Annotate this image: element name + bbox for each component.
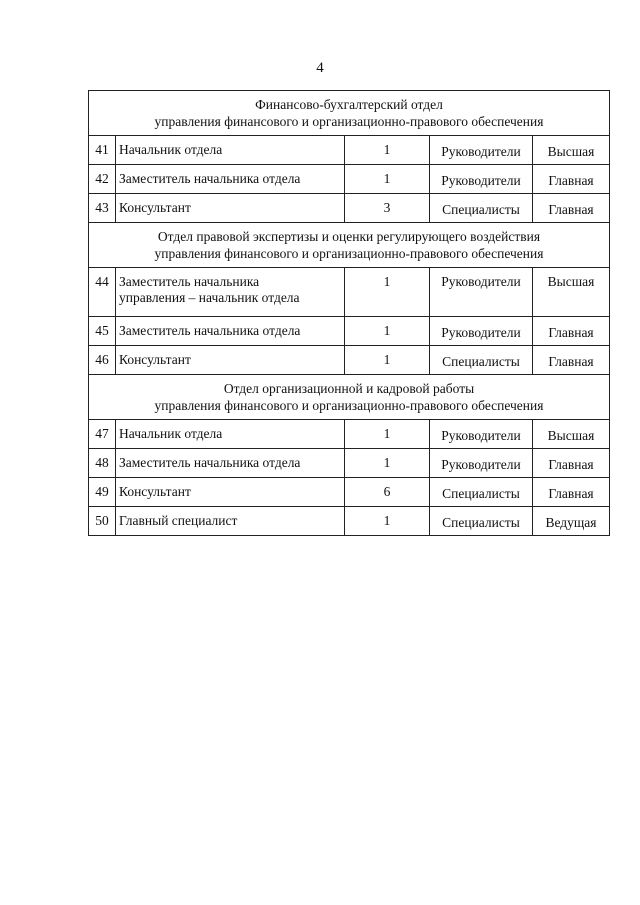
row-number: 41 bbox=[89, 136, 116, 165]
position-group: Главная bbox=[533, 449, 610, 478]
staff-count: 1 bbox=[345, 420, 430, 449]
staff-count: 1 bbox=[345, 268, 430, 317]
position-category: Руководители bbox=[430, 449, 533, 478]
department-header bbox=[89, 375, 610, 420]
row-number: 45 bbox=[89, 317, 116, 346]
department-header bbox=[89, 223, 610, 268]
position-group: Главная bbox=[533, 165, 610, 194]
position-group: Главная bbox=[533, 317, 610, 346]
position-title: Главный специалист bbox=[116, 507, 345, 536]
department-header bbox=[89, 91, 610, 136]
position-title: Начальник отдела bbox=[116, 420, 345, 449]
table-row bbox=[89, 194, 610, 223]
row-number: 44 bbox=[89, 268, 116, 317]
staff-table bbox=[88, 90, 610, 536]
row-number: 42 bbox=[89, 165, 116, 194]
row-number: 49 bbox=[89, 478, 116, 507]
position-category: Специалисты bbox=[430, 478, 533, 507]
position-group: Высшая bbox=[533, 136, 610, 165]
row-number: 43 bbox=[89, 194, 116, 223]
position-category: Специалисты bbox=[430, 194, 533, 223]
position-group: Высшая bbox=[533, 268, 610, 317]
staff-count: 1 bbox=[345, 165, 430, 194]
table-row bbox=[89, 507, 610, 536]
position-category: Специалисты bbox=[430, 346, 533, 375]
position-category: Руководители bbox=[430, 136, 533, 165]
department-title-line: управления финансового и организационно-правового обеспечения bbox=[154, 398, 544, 413]
position-category: Руководители bbox=[430, 317, 533, 346]
position-category: Специалисты bbox=[430, 507, 533, 536]
position-title: Консультант bbox=[116, 346, 345, 375]
staff-count: 1 bbox=[345, 317, 430, 346]
department-title bbox=[89, 223, 610, 268]
position-group: Высшая bbox=[533, 420, 610, 449]
department-title bbox=[89, 91, 610, 136]
table-row bbox=[89, 136, 610, 165]
position-title: Заместитель начальника отдела bbox=[116, 317, 345, 346]
position-title: Заместитель начальника отдела bbox=[116, 165, 345, 194]
row-number: 48 bbox=[89, 449, 116, 478]
table-row bbox=[89, 165, 610, 194]
row-number: 50 bbox=[89, 507, 116, 536]
position-group: Главная bbox=[533, 194, 610, 223]
row-number: 47 bbox=[89, 420, 116, 449]
department-title-line: Финансово-бухгалтерский отдел bbox=[255, 97, 443, 112]
position-title bbox=[116, 268, 345, 317]
staff-count: 1 bbox=[345, 136, 430, 165]
table-row bbox=[89, 449, 610, 478]
position-title: Консультант bbox=[116, 194, 345, 223]
department-title-line: управления финансового и организационно-правового обеспечения bbox=[154, 246, 544, 261]
table-row bbox=[89, 478, 610, 507]
position-title: Заместитель начальника отдела bbox=[116, 449, 345, 478]
department-title-line: Отдел правовой экспертизы и оценки регулирующего воздействия bbox=[157, 229, 541, 244]
staff-count: 1 bbox=[345, 507, 430, 536]
position-title-line: Заместитель начальника bbox=[119, 274, 260, 289]
staff-count: 3 bbox=[345, 194, 430, 223]
staff-count: 1 bbox=[345, 449, 430, 478]
department-title bbox=[89, 375, 610, 420]
staff-count: 1 bbox=[345, 346, 430, 375]
page-number: 4 bbox=[316, 60, 324, 76]
table-row bbox=[89, 317, 610, 346]
table-row bbox=[89, 346, 610, 375]
position-group: Главная bbox=[533, 478, 610, 507]
position-category: Руководители bbox=[430, 165, 533, 194]
position-title: Консультант bbox=[116, 478, 345, 507]
position-title: Начальник отдела bbox=[116, 136, 345, 165]
position-title-line: управления – начальник отдела bbox=[119, 290, 300, 305]
table-row bbox=[89, 420, 610, 449]
staff-count: 6 bbox=[345, 478, 430, 507]
position-category: Руководители bbox=[430, 420, 533, 449]
department-title-line: управления финансового и организационно-правового обеспечения bbox=[154, 114, 544, 129]
position-group: Ведущая bbox=[533, 507, 610, 536]
department-title-line: Отдел организационной и кадровой работы bbox=[223, 381, 475, 396]
row-number: 46 bbox=[89, 346, 116, 375]
position-group: Главная bbox=[533, 346, 610, 375]
table-row bbox=[89, 268, 610, 317]
position-category: Руководители bbox=[430, 268, 533, 317]
